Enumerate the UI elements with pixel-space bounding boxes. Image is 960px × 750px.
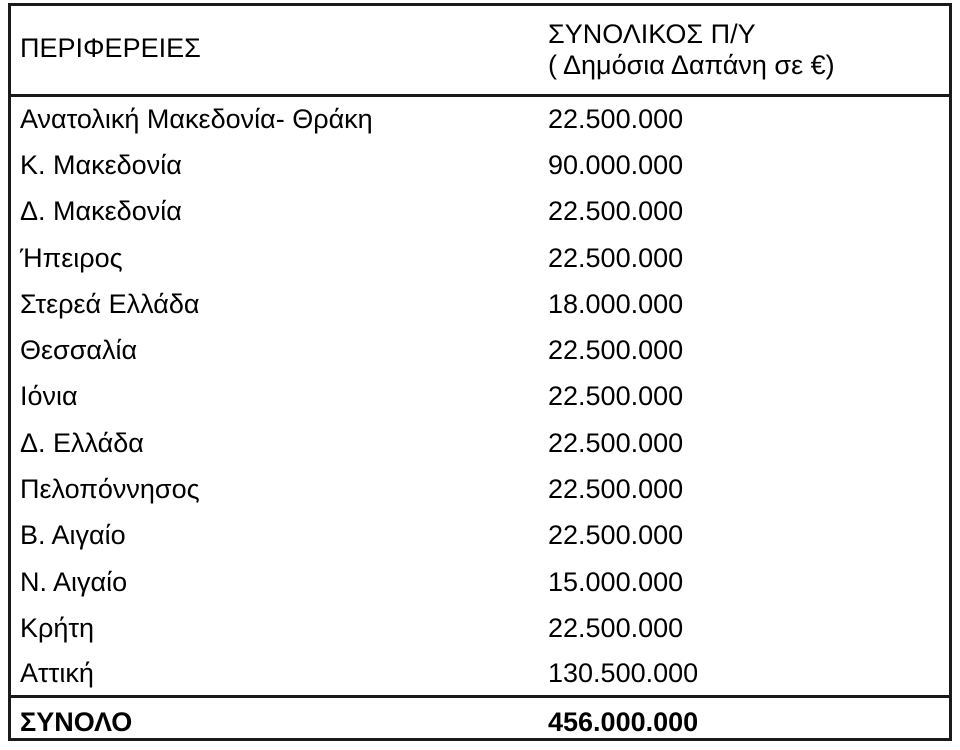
region-cell: Πελοπόννησος bbox=[20, 474, 200, 504]
total-row bbox=[8, 697, 952, 747]
table-row bbox=[8, 604, 952, 650]
table-row bbox=[8, 95, 952, 141]
table-row bbox=[8, 512, 952, 558]
table-row bbox=[8, 141, 952, 187]
header-regions: ΠΕΡΙΦΕΡΕΙΕΣ bbox=[8, 3, 536, 95]
table-row bbox=[8, 188, 952, 234]
header-total-budget-title: ΣΥΝΟΛΙΚΟΣ Π/Υ bbox=[548, 19, 756, 50]
header-total-budget bbox=[536, 3, 952, 95]
budget-cell: 18.000.000 bbox=[548, 288, 684, 319]
budget-cell: 22.500.000 bbox=[548, 196, 684, 227]
budget-cell: 90.000.000 bbox=[548, 149, 684, 180]
budget-cell: 22.500.000 bbox=[548, 612, 684, 643]
table-row bbox=[8, 651, 952, 697]
budget-cell: 22.500.000 bbox=[548, 335, 684, 366]
region-cell: Στερεά Ελλάδα bbox=[20, 288, 200, 319]
budget-cell: 22.500.000 bbox=[548, 427, 684, 458]
budget-table bbox=[8, 3, 952, 747]
budget-cell: 22.500.000 bbox=[548, 242, 684, 273]
region-cell: Ιόνια bbox=[20, 381, 78, 412]
budget-cell: 130.500.000 bbox=[548, 658, 699, 689]
region-cell: Κρήτη bbox=[20, 612, 95, 643]
region-cell: Κ. Μακεδονία bbox=[20, 149, 182, 180]
total-value: 456.000.000 bbox=[536, 697, 952, 747]
budget-cell: 22.500.000 bbox=[548, 474, 684, 504]
region-cell: Ήπειρος bbox=[20, 242, 123, 273]
table-row bbox=[8, 280, 952, 326]
region-cell: Ανατολική Μακεδονία- Θράκη bbox=[20, 104, 373, 135]
budget-cell: 22.500.000 bbox=[548, 104, 684, 135]
region-cell: Δ. Ελλάδα bbox=[20, 427, 144, 458]
region-cell: Αττική bbox=[20, 658, 94, 689]
budget-cell: 22.500.000 bbox=[548, 381, 684, 412]
region-cell: Θεσσαλία bbox=[20, 335, 138, 366]
header-row bbox=[8, 3, 952, 95]
header-total-budget-unit: ( Δημόσια Δαπάνη σε €) bbox=[548, 50, 835, 81]
table-row bbox=[8, 558, 952, 604]
budget-cell: 15.000.000 bbox=[548, 566, 684, 597]
region-cell: Ν. Αιγαίο bbox=[20, 566, 128, 597]
table-row bbox=[8, 465, 952, 511]
table-row bbox=[8, 234, 952, 280]
table-row bbox=[8, 373, 952, 419]
budget-cell: 22.500.000 bbox=[548, 520, 684, 551]
total-label: ΣΥΝΟΛΟ bbox=[8, 697, 536, 747]
table-row bbox=[8, 326, 952, 372]
region-cell: Δ. Μακεδονία bbox=[20, 196, 182, 227]
table-row bbox=[8, 419, 952, 465]
region-cell: Β. Αιγαίο bbox=[20, 520, 126, 551]
